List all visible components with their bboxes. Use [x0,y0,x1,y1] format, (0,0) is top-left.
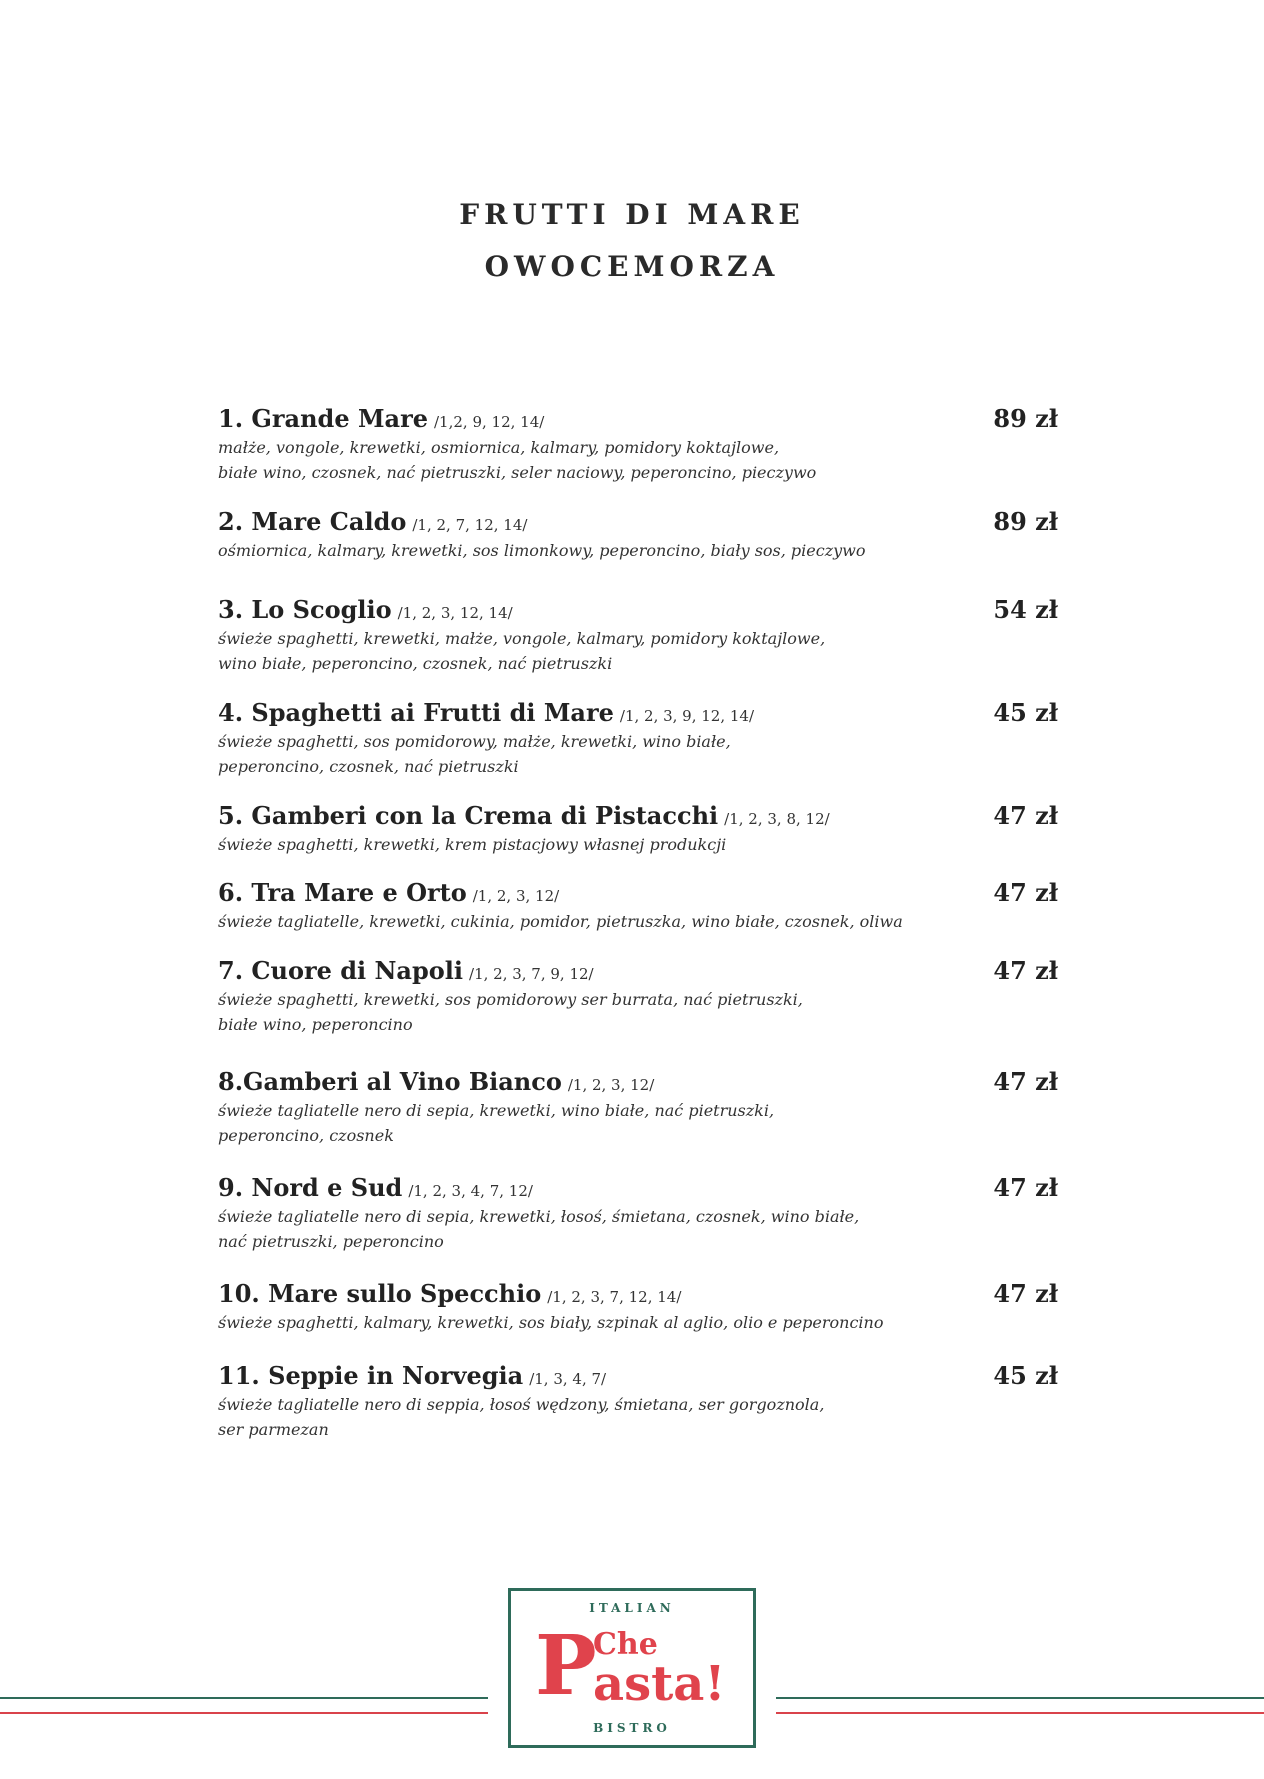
item-price: 47 zł [993,878,1058,907]
item-description [218,729,1058,779]
menu-item [218,506,1058,563]
item-description [218,1392,1058,1442]
logo-che-text: Che [593,1627,658,1662]
item-description [218,987,1058,1037]
menu-item [218,403,1058,485]
logo-p-letter: P [535,1618,597,1714]
footer-line-green-right [776,1697,1264,1699]
item-allergens: /1, 2, 3, 12/ [567,1076,655,1094]
desc-line: świeże spaghetti, kalmary, krewetki, sos biały, szpinak al aglio, olio e peperoncino [218,1313,884,1332]
desc-line: świeże spaghetti, sos pomidorowy, małże, krewetki, wino białe, [218,732,731,751]
item-allergens: /1, 2, 3, 8, 12/ [724,810,830,828]
item-name: 1. Grande Mare [218,404,428,433]
item-price: 54 zł [993,595,1058,624]
menu-item [218,697,1058,779]
menu-item [218,1066,1058,1148]
item-description [218,909,1058,934]
desc-line: ośmiornica, kalmary, krewetki, sos limonkowy, peperoncino, biały sos, pieczywo [218,541,866,560]
item-name: 5. Gamberi con la Crema di Pistacchi [218,801,719,830]
item-description [218,1310,1058,1335]
item-price: 47 zł [993,1279,1058,1308]
menu-item [218,800,1058,857]
menu-title: FRUTTI DI MARE [459,198,805,231]
desc-line: świeże tagliatelle nero di sepia, krewetki, łosoś, śmietana, czosnek, wino białe, [218,1207,860,1226]
item-allergens: /1, 2, 3, 12, 14/ [397,604,513,622]
item-allergens: /1, 2, 3, 12/ [472,887,560,905]
desc-line: wino białe, peperoncino, czosnek, nać pietruszki [218,654,613,673]
menu-item [218,877,1058,934]
desc-line: świeże spaghetti, krewetki, krem pistacjowy własnej produkcji [218,835,727,854]
item-allergens: /1, 2, 3, 9, 12, 14/ [619,707,755,725]
desc-line: świeże tagliatelle nero di seppia, łosoś wędzony, śmietana, ser gorgoznola, [218,1395,825,1414]
item-name: 6. Tra Mare e Orto [218,878,467,907]
desc-line: świeże tagliatelle nero di sepia, krewetki, wino białe, nać pietruszki, [218,1101,775,1120]
item-allergens: /1,2, 9, 12, 14/ [434,413,545,431]
menu-item [218,1172,1058,1254]
desc-line: nać pietruszki, peperoncino [218,1232,444,1251]
item-price: 47 zł [993,801,1058,830]
desc-line: świeże spaghetti, krewetki, małże, vongole, kalmary, pomidory koktajlowe, [218,629,826,648]
item-description [218,435,1058,485]
item-description [218,832,1058,857]
logo-italian-text: ITALIAN [589,1601,675,1615]
item-name: 4. Spaghetti ai Frutti di Mare [218,698,614,727]
logo-bistro-text: BISTRO [593,1721,671,1735]
desc-line: białe wino, czosnek, nać pietruszki, seler naciowy, peperoncino, pieczywo [218,463,817,482]
item-name: 9. Nord e Sud [218,1173,403,1202]
menu-item [218,1278,1058,1335]
desc-line: peperoncino, czosnek, nać pietruszki [218,757,519,776]
item-description [218,1204,1058,1254]
item-price: 47 zł [993,1067,1058,1096]
footer-line-red-right [776,1712,1264,1714]
item-description [218,1098,1058,1148]
item-description [218,626,1058,676]
logo-asta-text: asta! [593,1656,726,1712]
item-price: 45 zł [993,1361,1058,1390]
footer-line-green-left [0,1697,488,1699]
desc-line: ser parmezan [218,1420,329,1439]
item-name: 8.Gamberi al Vino Bianco [218,1067,562,1096]
item-name: 11. Seppie in Norvegia [218,1361,524,1390]
item-allergens: /1, 2, 3, 7, 9, 12/ [469,965,594,983]
item-price: 89 zł [993,507,1058,536]
desc-line: peperoncino, czosnek [218,1126,394,1145]
item-price: 89 zł [993,404,1058,433]
item-name: 3. Lo Scoglio [218,595,392,624]
desc-line: białe wino, peperoncino [218,1015,413,1034]
item-allergens: /1, 2, 7, 12, 14/ [412,516,528,534]
desc-line: świeże tagliatelle, krewetki, cukinia, pomidor, pietruszka, wino białe, czosnek, oliwa [218,912,903,931]
footer-line-red-left [0,1712,488,1714]
menu-item [218,1360,1058,1442]
item-name: 10. Mare sullo Specchio [218,1279,542,1308]
item-name: 2. Mare Caldo [218,507,407,536]
item-allergens: /1, 3, 4, 7/ [529,1370,607,1388]
item-price: 45 zł [993,698,1058,727]
item-price: 47 zł [993,1173,1058,1202]
item-allergens: /1, 2, 3, 7, 12, 14/ [547,1288,682,1306]
item-price: 47 zł [993,956,1058,985]
item-allergens: /1, 2, 3, 4, 7, 12/ [408,1182,533,1200]
menu-item [218,594,1058,676]
che-pasta-logo [508,1588,756,1748]
desc-line: świeże spaghetti, krewetki, sos pomidorowy ser burrata, nać pietruszki, [218,990,803,1009]
menu-subtitle: OWOCEMORZA [484,250,780,283]
desc-line: małże, vongole, krewetki, osmiornica, kalmary, pomidory koktajlowe, [218,438,780,457]
item-name: 7. Cuore di Napoli [218,956,464,985]
item-description [218,538,1058,563]
menu-item [218,955,1058,1037]
